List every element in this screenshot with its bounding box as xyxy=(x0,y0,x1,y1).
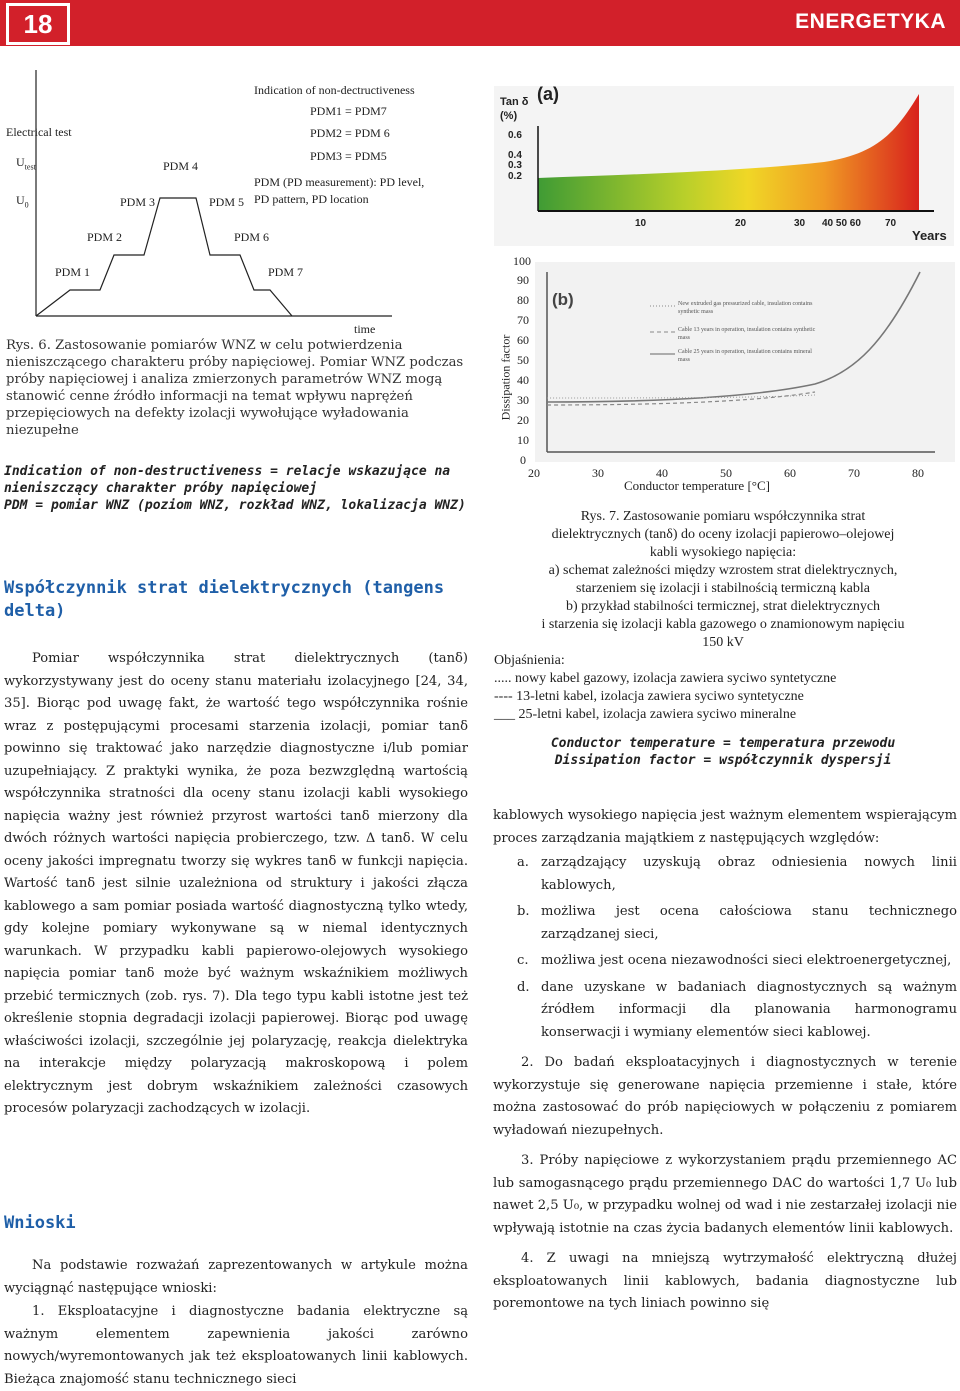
conductor-temperature-xlabel: Conductor temperature [°C] xyxy=(624,478,770,493)
paragraph-wnioski-1: 1. Eksploatacyjne i diagnostyczne badania elektryczne są ważnym elementem zapewnienia jakości zarówno nowych/wyremontowanych jak też eksploatowanych linii kablowych. Bieżąca znajomość stanu technicznego sieci xyxy=(4,1304,468,1387)
xtick-40: 40 xyxy=(656,466,668,480)
pd-measurement-line-1: PDM (PD measurement): PD level, xyxy=(254,175,425,189)
ytick-0.3: 0.3 xyxy=(508,160,522,171)
right-intro: kablowych wysokiego napięcia jest ważnym elementem wspierającym proces zarządzania majątkiem z następujących względów: xyxy=(493,808,957,846)
pdm-3-label: PDM 3 xyxy=(120,195,156,209)
xtick-30: 30 xyxy=(592,466,604,480)
ytick-50: 50 xyxy=(517,353,529,367)
paragraph-2: 2. Do badań eksploatacyjnych i diagnostycznych w terenie wykorzystuje się generowane napięcia przemienne i stałe, które można zastosować do prób napięciowych w połączeniu z pomiarem wyładowań niezupełnych. xyxy=(493,1055,957,1138)
list-item: d. dane uzyskane w badaniach diagnostycznych są ważnym źródłem informacji dla planowania harmonogramu konserwacji i wymiany elementów sieci kablowej. xyxy=(517,979,957,1040)
ytick-20: 20 xyxy=(517,413,529,427)
xtick-10: 10 xyxy=(635,218,647,229)
xtick-70: 70 xyxy=(885,218,897,229)
ytick-60: 60 xyxy=(517,333,529,347)
figure-7-explanations: Objaśnienia: ..... nowy kabel gazowy, izolacja zawiera syciwo syntetyczne ---- 13-letni kabel, izolacja zawiera syciwo syntetyczne ___ 25-letni kabel, izolacja zawiera syciwo mineralne xyxy=(494,653,837,722)
ytick-90: 90 xyxy=(517,273,529,287)
right-column-text xyxy=(493,805,957,1316)
pd-measurement-line-2: PD pattern, PD location xyxy=(254,192,369,206)
equality-1: PDM1 = PDM7 xyxy=(310,104,387,118)
legend-13-years: Cable 13 years in operation, insulation contains synthetic mass xyxy=(678,327,816,341)
legend-new-cable: New extruded gas pressurized cable, insulation contains synthetic mass xyxy=(678,301,813,315)
pdm-1-label: PDM 1 xyxy=(55,265,91,279)
pdm-2-label: PDM 2 xyxy=(87,230,123,244)
page-header xyxy=(0,0,960,46)
ytick-0.4: 0.4 xyxy=(508,150,522,161)
figure-6-caption: Rys. 6. Zastosowanie pomiarów WNZ w celu potwierdzenia nieniszczącego charakteru próby napięciowej. Pomiar WNZ podczas próby napięciowej i analiza zmierzonych parametrów WNZ mogą stanowić cenne źródło informacji na temat wpływu naprężeń przepięciowych na defekty izolacji wywołujące wyładowania niezupełne xyxy=(6,338,464,438)
paragraph-tan-delta: Pomiar współczynnika strat dielektrycznych (tanδ) wykorzystywany jest do oceny stanu materiału izolacyjnego [24, 34, 35]. Biorąc pod uwagę fakt, że wartość tego współczynnika rośnie wraz z postępującymi procesami starzenia izolacji, pomiar tanδ powinno się traktować jako narzędzie diagnostyczne i/lub pomiar uzupełniający. Z praktyki wynika, że poza bezwzględną wartością współczynnika stratności dla oceny stanu izolacji kabli wysokiego napięcia ważny jest również przyrost wartości tanδ mierzony dla dwóch różnych wartości napięcia probierczego, tzw. Δ tanδ. W celu oceny jakości impregnatu tworzy się wykres tanδ w funkcji napięcia. Wartość tanδ jest silnie uzależniona od struktury i jakości złącza kablowego a sam pomiar posiada wartość diagnostyczną tylko wtedy, gdy kolejne pomiary wykonywane są w niemal identycznych warunkach. W przypadku kabli papierowo-olejowych wysokiego napięcia pomiar tanδ może być ważnym wskaźnikiem możliwych przebić termicznych (zob. rys. 7). Dla tego typu kabli istotne jest też określenie stopnia degradacji izolacji papierowej. Biorąc pod uwagę właściwości izolacji, szczególnie jej polaryzację, reakcja dielektryka na interakcje między polaryzacją makroskopową i polem elektrycznym jest dobrym wskaźnikiem zależności czasowych procesów polaryzacji zachodzących w izolacji. xyxy=(4,651,468,1116)
list-item: a. zarządzający uzyskują obraz odniesienia nowych linii kablowych, xyxy=(517,855,957,893)
page-number: 18 xyxy=(7,4,69,44)
panel-b-label: (b) xyxy=(552,290,574,309)
list-item: c. możliwa jest ocena niezawodności sieci elektroenergetycznej, xyxy=(517,953,952,968)
xtick-80: 80 xyxy=(912,466,924,480)
legend-25-years: Cable 25 years in operation, insulation contains mineral mass xyxy=(678,349,812,363)
dissipation-factor-ylabel: Dissipation factor xyxy=(498,334,513,421)
pdm-7-label: PDM 7 xyxy=(268,265,304,279)
xtick-20: 20 xyxy=(528,466,540,480)
panel-a-label: (a) xyxy=(537,84,559,104)
u-test-label: $U_{test}$ xyxy=(16,155,36,172)
list-item: b. możliwa jest ocena całościowa stanu technicznego zarządzanej sieci, xyxy=(517,904,957,942)
ytick-0: 0 xyxy=(520,453,526,467)
tan-delta-unit: (%) xyxy=(500,110,518,122)
ytick-70: 70 xyxy=(517,313,529,327)
xtick-60: 60 xyxy=(784,466,796,480)
xtick-20: 20 xyxy=(735,218,747,229)
pdm-5-label: PDM 5 xyxy=(209,195,245,209)
page-number-box xyxy=(6,3,70,45)
translation-note-right: Conductor temperature = temperatura przewodu Dissipation factor = współczynnik dyspersji xyxy=(550,736,896,768)
xtick-50: 50 xyxy=(720,466,732,480)
ytick-40: 40 xyxy=(517,373,529,387)
electrical-test-label: Electrical test xyxy=(6,125,72,139)
equality-2: PDM2 = PDM 6 xyxy=(310,126,390,140)
paragraph-3: 3. Próby napięciowe z wykorzystaniem prądu przemiennego AC lub samogasnącego prądu przemiennego DAC do wartości 1,7 U₀ lub nawet 2,5 U₀, w przypadku wolnej od wad i nie zestarzałej izolacji nie wpływają istotnie na czas życia badanych elementów linii kablowych. xyxy=(493,1153,957,1236)
tan-delta-ylabel: Tan δ xyxy=(500,96,529,108)
xtick-70: 70 xyxy=(848,466,860,480)
ytick-0.6: 0.6 xyxy=(508,130,522,141)
indication-title: Indication of non-dectructiveness xyxy=(254,83,415,97)
ytick-10: 10 xyxy=(517,433,529,447)
section-heading-wnioski: Wnioski xyxy=(4,1213,76,1233)
benefits-list xyxy=(493,852,957,1044)
pdm-4-label: PDM 4 xyxy=(163,159,199,173)
ytick-80: 80 xyxy=(517,293,529,307)
section-heading-tan-delta: Współczynnik strat dielektrycznych (tangens delta) xyxy=(4,578,445,621)
xtick-40-50-60: 40 50 60 xyxy=(822,218,861,229)
u0-label: $U_0$ xyxy=(16,193,29,210)
translation-note-left: Indication of non-destructiveness = relacje wskazujące na nieniszczący charakter próby napięciowej PDM = pomiar WNZ (poziom WNZ, rozkład WNZ, lokalizacja WNZ) xyxy=(4,464,466,513)
xtick-30: 30 xyxy=(794,218,806,229)
ytick-0.2: 0.2 xyxy=(508,171,522,182)
time-axis-label: time xyxy=(354,322,376,336)
pdm-6-label: PDM 6 xyxy=(234,230,270,244)
ytick-30: 30 xyxy=(517,393,529,407)
years-label: Years xyxy=(912,228,947,243)
paragraph-4: 4. Z uwagi na mniejszą wytrzymałość elektryczną dłużej eksploatowanych linii kablowych, badania diagnostyczne lub poremontowe na tych liniach powinno się xyxy=(493,1251,957,1311)
figure-7-caption: Rys. 7. Zastosowanie pomiaru współczynnika strat dielektrycznych (tanδ) do oceny izolacji papierowo–olejowej kabli wysokiego napięcia: a) schemat zależności między wzrostem strat dielektrycznych, starzeniem się izolacji i stabilnością termiczną kabla b) przykład stabilności termicznej, strat dielektrycznych i starzenia się izolacji kabla gazowego o znamionowym napięciu 150 kV xyxy=(541,509,905,650)
equality-3: PDM3 = PDM5 xyxy=(310,149,387,163)
paragraph-wnioski-intro: Na podstawie rozważań zaprezentowanych w artykule można wyciągnąć następujące wnioski: xyxy=(4,1258,468,1296)
section-title: ENERGETYKA xyxy=(795,10,946,33)
ytick-100: 100 xyxy=(513,254,531,268)
